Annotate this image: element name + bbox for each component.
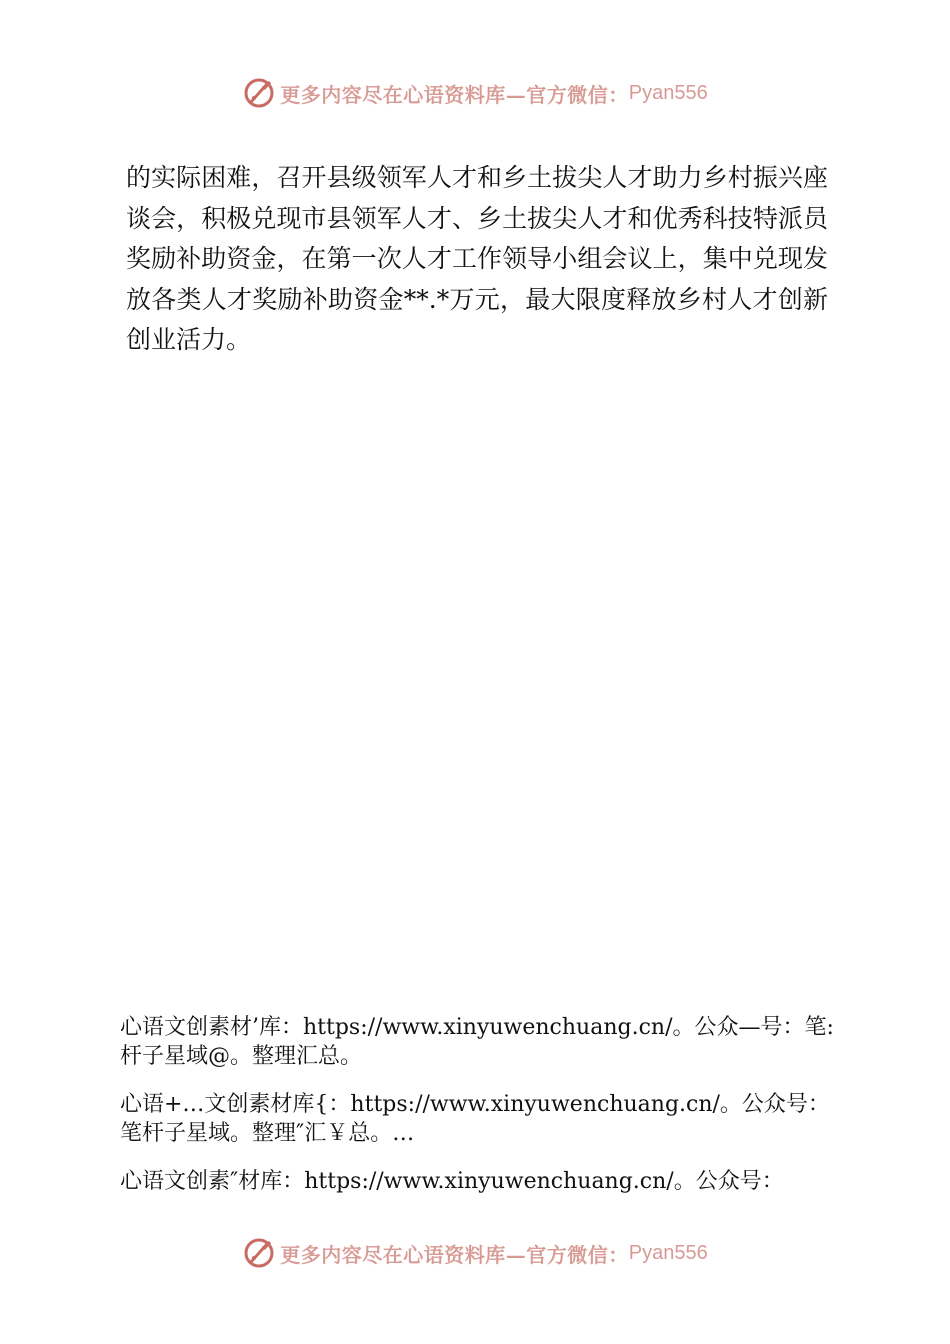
main-paragraph: 的实际困难，召开县级领军人才和乡土拔尖人才助力乡村振兴座谈会，积极兑现市县领军人才、乡土拔尖人才和优秀科技特派员奖励补助资金，在第一次人才工作领导小组会议上，集中兑现发放各类人才奖励补助资金**.*万元，最大限度释放乡村人才创新创业活力。 (126, 163, 828, 354)
footer-banner (0, 1233, 950, 1273)
footer-line: 心语+…文创素材库{：https://www.xinyuwenchuang.cn/。公众号：笔杆子星域。整理″汇￥总。… (120, 1092, 830, 1146)
banner-wechat-id: Pyan556 (628, 1241, 708, 1264)
header-banner (0, 73, 950, 113)
pen-logo-icon (242, 76, 276, 110)
banner-text: 更多内容尽在心语资料库—官方微信： (280, 1242, 629, 1267)
pen-logo-icon (242, 1236, 276, 1270)
banner-text: 更多内容尽在心语资料库—官方微信： (280, 82, 629, 107)
footer-line: 心语文创素″材库：https://www.xinyuwenchuang.cn/。公众号： (120, 1169, 784, 1194)
footer-line: 心语文创素材’库：https://www.xinyuwenchuang.cn/。公众—号：笔:杆子星域@。整理汇总。 (120, 1015, 834, 1069)
footer-notes (120, 1013, 836, 1215)
banner-wechat-id: Pyan556 (628, 81, 708, 104)
